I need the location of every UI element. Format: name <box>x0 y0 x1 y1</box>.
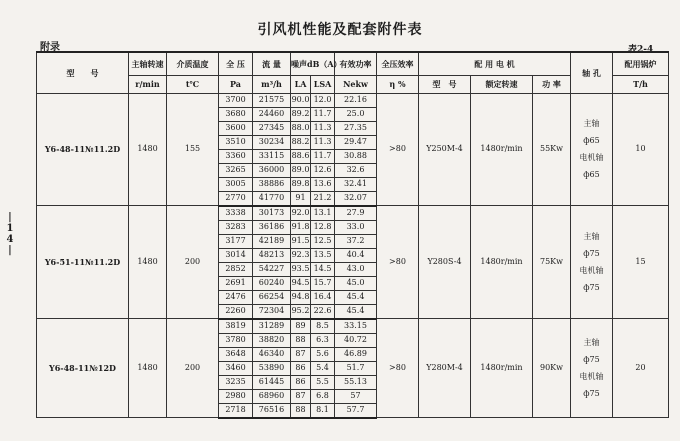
flow-cell: 66254 <box>253 290 291 304</box>
header-motor: 配 用 电 机 <box>419 52 571 75</box>
flow-cell: 76516 <box>253 403 291 418</box>
motor-model-cell: Y280S-4 <box>419 206 471 319</box>
bore-line: ф75 <box>583 355 600 364</box>
bore-line: 电机轴 <box>579 153 604 163</box>
flow-cell: 27345 <box>253 121 291 135</box>
noise-lsa-cell: 8.1 <box>311 403 335 418</box>
motor-power-cell: 75Kw <box>533 206 571 319</box>
noise-la-cell: 94.5 <box>291 276 311 290</box>
noise-lsa-cell: 12.8 <box>311 220 335 234</box>
model-cell: Y6-51-11№11.2D <box>37 206 129 319</box>
bore-line: ф75 <box>583 283 600 292</box>
noise-lsa-cell: 13.6 <box>311 177 335 191</box>
efficiency-cell: >80 <box>377 319 419 418</box>
bore-line: ф75 <box>583 249 600 258</box>
power-cell: 32.6 <box>335 163 377 177</box>
noise-la-cell: 93.5 <box>291 262 311 276</box>
flow-cell: 61445 <box>253 375 291 389</box>
power-cell: 29.47 <box>335 135 377 149</box>
pressure-cell: 3177 <box>219 234 253 248</box>
noise-la-cell: 88.2 <box>291 135 311 149</box>
flow-cell: 38820 <box>253 333 291 347</box>
noise-la-cell: 87 <box>291 347 311 361</box>
power-cell: 22.16 <box>335 93 377 107</box>
header-boiler: 配用锅炉 <box>613 52 669 75</box>
noise-lsa-cell: 5.4 <box>311 361 335 375</box>
power-cell: 46.89 <box>335 347 377 361</box>
bore-cell <box>571 93 613 206</box>
noise-la-cell: 86 <box>291 375 311 389</box>
pressure-cell: 3600 <box>219 121 253 135</box>
table-row <box>37 93 669 107</box>
motor-speed-cell: 1480r/min <box>471 206 533 319</box>
bore-line: ф65 <box>583 170 600 180</box>
power-cell: 43.0 <box>335 262 377 276</box>
header-motor-power: 功 率 <box>533 75 571 93</box>
header-motor-speed: 额定转速 <box>471 75 533 93</box>
pressure-cell: 3005 <box>219 177 253 191</box>
noise-la-cell: 88 <box>291 403 311 418</box>
flow-cell: 72304 <box>253 304 291 319</box>
motor-power-cell: 55Kw <box>533 93 571 206</box>
flow-cell: 31289 <box>253 319 291 334</box>
bore-cell <box>571 206 613 319</box>
noise-lsa-cell: 22.6 <box>311 304 335 319</box>
bore-line: 电机轴 <box>579 266 604 275</box>
power-cell: 25.0 <box>335 107 377 121</box>
motor-speed-cell: 1480r/min <box>471 93 533 206</box>
flow-cell: 24460 <box>253 107 291 121</box>
flow-cell: 53890 <box>253 361 291 375</box>
noise-lsa-cell: 8.5 <box>311 319 335 334</box>
temp-cell: 155 <box>167 93 219 206</box>
table-number: 表2-4 <box>628 45 654 55</box>
flow-cell: 48213 <box>253 248 291 262</box>
boiler-cell: 15 <box>613 206 669 319</box>
header-speed: 主轴转速 <box>129 52 167 75</box>
noise-lsa-cell: 12.5 <box>311 234 335 248</box>
flow-cell: 30234 <box>253 135 291 149</box>
pressure-cell: 3338 <box>219 206 253 221</box>
power-cell: 51.7 <box>335 361 377 375</box>
noise-la-cell: 87 <box>291 389 311 403</box>
header-noise-la: LA <box>291 75 311 93</box>
header-flow: 流 量 <box>253 52 291 75</box>
temp-cell: 200 <box>167 319 219 418</box>
efficiency-cell: >80 <box>377 93 419 206</box>
table-body <box>37 93 669 418</box>
flow-cell: 41770 <box>253 191 291 206</box>
header-efficiency-unit: η % <box>377 75 419 93</box>
power-cell: 57 <box>335 389 377 403</box>
fan-performance-table <box>36 51 669 419</box>
power-cell: 45.4 <box>335 304 377 319</box>
power-cell: 45.0 <box>335 276 377 290</box>
noise-la-cell: 91.8 <box>291 220 311 234</box>
pressure-cell: 3265 <box>219 163 253 177</box>
pressure-cell: 3235 <box>219 375 253 389</box>
flow-cell: 54227 <box>253 262 291 276</box>
bore-line: 主轴 <box>583 119 600 129</box>
noise-lsa-cell: 11.7 <box>311 149 335 163</box>
noise-lsa-cell: 14.5 <box>311 262 335 276</box>
flow-cell: 33115 <box>253 149 291 163</box>
noise-la-cell: 89 <box>291 319 311 334</box>
power-cell: 37.2 <box>335 234 377 248</box>
noise-la-cell: 95.2 <box>291 304 311 319</box>
temp-cell: 200 <box>167 206 219 319</box>
header-power: 有效功率 <box>335 52 377 75</box>
table-row <box>37 206 669 221</box>
noise-lsa-cell: 5.5 <box>311 375 335 389</box>
pressure-cell: 2770 <box>219 191 253 206</box>
pressure-cell: 2260 <box>219 304 253 319</box>
motor-power-cell: 90Kw <box>533 319 571 418</box>
noise-lsa-cell: 11.3 <box>311 121 335 135</box>
header-bore: 轴 孔 <box>571 52 613 93</box>
header-motor-model: 型 号 <box>419 75 471 93</box>
pressure-cell: 3283 <box>219 220 253 234</box>
speed-cell: 1480 <box>129 319 167 418</box>
motor-model-cell: Y280M-4 <box>419 319 471 418</box>
noise-lsa-cell: 11.7 <box>311 107 335 121</box>
boiler-cell: 20 <box>613 319 669 418</box>
flow-cell: 42189 <box>253 234 291 248</box>
bore-line: 电机轴 <box>579 372 604 381</box>
noise-lsa-cell: 21.2 <box>311 191 335 206</box>
page-number <box>4 212 16 256</box>
power-cell: 32.07 <box>335 191 377 206</box>
flow-cell: 46340 <box>253 347 291 361</box>
noise-lsa-cell: 5.6 <box>311 347 335 361</box>
flow-cell: 30173 <box>253 206 291 221</box>
pressure-cell: 3460 <box>219 361 253 375</box>
flow-cell: 36186 <box>253 220 291 234</box>
model-cell: Y6-48-11№11.2D <box>37 93 129 206</box>
page-number-text: | 1 4 | <box>6 212 14 256</box>
header-noise: 噪声dB（A） <box>291 52 335 75</box>
noise-la-cell: 89.0 <box>291 163 311 177</box>
power-cell: 32.41 <box>335 177 377 191</box>
power-cell: 27.9 <box>335 206 377 221</box>
pressure-cell: 2691 <box>219 276 253 290</box>
noise-la-cell: 88.0 <box>291 121 311 135</box>
power-cell: 40.72 <box>335 333 377 347</box>
speed-cell: 1480 <box>129 206 167 319</box>
noise-la-cell: 89.8 <box>291 177 311 191</box>
pressure-cell: 2718 <box>219 403 253 418</box>
flow-cell: 21575 <box>253 93 291 107</box>
noise-lsa-cell: 6.8 <box>311 389 335 403</box>
noise-la-cell: 92.3 <box>291 248 311 262</box>
speed-cell: 1480 <box>129 93 167 206</box>
power-cell: 45.4 <box>335 290 377 304</box>
pressure-cell: 3700 <box>219 93 253 107</box>
bore-line: ф75 <box>583 389 600 398</box>
header-pressure-unit: Pa <box>219 75 253 93</box>
noise-lsa-cell: 16.4 <box>311 290 335 304</box>
noise-lsa-cell: 6.3 <box>311 333 335 347</box>
table-row <box>37 319 669 334</box>
pressure-cell: 2980 <box>219 389 253 403</box>
power-cell: 27.35 <box>335 121 377 135</box>
header-efficiency: 全压效率 <box>377 52 419 75</box>
header-flow-unit: m³/h <box>253 75 291 93</box>
bore-line: ф65 <box>583 136 600 146</box>
flow-cell: 68960 <box>253 389 291 403</box>
noise-lsa-cell: 13.1 <box>311 206 335 221</box>
noise-la-cell: 91 <box>291 191 311 206</box>
noise-la-cell: 90.0 <box>291 93 311 107</box>
noise-lsa-cell: 11.3 <box>311 135 335 149</box>
motor-model-cell: Y250M-4 <box>419 93 471 206</box>
flow-cell: 60240 <box>253 276 291 290</box>
noise-la-cell: 94.8 <box>291 290 311 304</box>
pressure-cell: 2476 <box>219 290 253 304</box>
noise-lsa-cell: 13.5 <box>311 248 335 262</box>
power-cell: 40.4 <box>335 248 377 262</box>
header-speed-unit: r/min <box>129 75 167 93</box>
noise-lsa-cell: 15.7 <box>311 276 335 290</box>
appendix-label: 附录 <box>40 42 60 53</box>
noise-la-cell: 92.0 <box>291 206 311 221</box>
noise-lsa-cell: 12.6 <box>311 163 335 177</box>
noise-la-cell: 91.5 <box>291 234 311 248</box>
bore-cell <box>571 319 613 418</box>
flow-cell: 38886 <box>253 177 291 191</box>
header-pressure: 全 压 <box>219 52 253 75</box>
power-cell: 57.7 <box>335 403 377 418</box>
boiler-cell: 10 <box>613 93 669 206</box>
noise-la-cell: 88.6 <box>291 149 311 163</box>
bore-line: 主轴 <box>583 232 600 241</box>
header-noise-lsa: LSA <box>311 75 335 93</box>
header-model: 型 号 <box>37 52 129 93</box>
header-temp: 介质温度 <box>167 52 219 75</box>
pressure-cell: 3360 <box>219 149 253 163</box>
bore-line: 主轴 <box>583 338 600 347</box>
header-temp-unit: t℃ <box>167 75 219 93</box>
power-cell: 33.0 <box>335 220 377 234</box>
flow-cell: 36000 <box>253 163 291 177</box>
pressure-cell: 3014 <box>219 248 253 262</box>
page-title: 引风机性能及配套附件表 <box>257 22 423 38</box>
motor-speed-cell: 1480r/min <box>471 319 533 418</box>
header-boiler-unit: T/h <box>613 75 669 93</box>
pressure-cell: 3510 <box>219 135 253 149</box>
noise-la-cell: 88 <box>291 333 311 347</box>
pressure-cell: 2852 <box>219 262 253 276</box>
power-cell: 55.13 <box>335 375 377 389</box>
noise-lsa-cell: 12.0 <box>311 93 335 107</box>
efficiency-cell: >80 <box>377 206 419 319</box>
pressure-cell: 3819 <box>219 319 253 334</box>
noise-la-cell: 89.2 <box>291 107 311 121</box>
pressure-cell: 3648 <box>219 347 253 361</box>
pressure-cell: 3780 <box>219 333 253 347</box>
noise-la-cell: 86 <box>291 361 311 375</box>
pressure-cell: 3680 <box>219 107 253 121</box>
model-cell: Y6-48-11№12D <box>37 319 129 418</box>
header-power-unit: Nekw <box>335 75 377 93</box>
power-cell: 30.88 <box>335 149 377 163</box>
power-cell: 33.15 <box>335 319 377 334</box>
